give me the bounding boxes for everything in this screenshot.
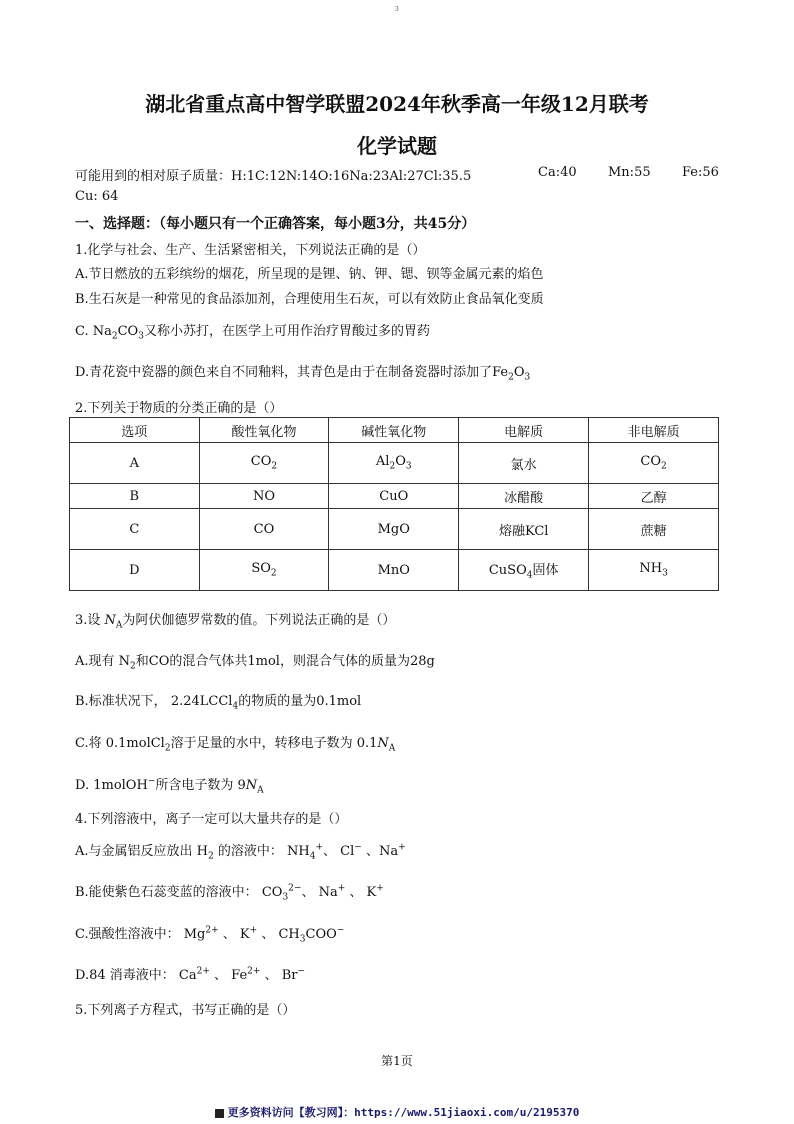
table-cell: CuO bbox=[329, 484, 459, 509]
q3-option-b: B.标准状况下， 2.24LCCl$_4$的物质的量为0.1mol bbox=[75, 694, 362, 712]
q3-option-a: A.现有 $N_2$和CO的混合气体共1mol，则混合气体的质量为28g bbox=[75, 654, 435, 672]
q4-option-a: A.与金属铝反应放出 $H_2$ 的溶液中： $NH_4^+$、 Cl− 、Na+ bbox=[75, 842, 406, 862]
q1-option-c: C. $Na_2CO_3$又称小苏打，在医学上可用作治疗胃酸过多的胃药 bbox=[75, 324, 430, 342]
subject-title: 化学试题 bbox=[357, 134, 437, 158]
table-cell: $SO_2$ bbox=[199, 550, 329, 591]
q4-option-b: B.能使紫色石蕊变蓝的溶液中： $CO_3^{2-}$、 Na+ 、 K+ bbox=[75, 883, 384, 903]
atomic-mass-mn: Mn:55 bbox=[608, 165, 651, 180]
page-number: 第1页 bbox=[381, 1054, 413, 1068]
flag-icon bbox=[215, 1109, 224, 1118]
table-row bbox=[70, 550, 719, 591]
table-header: 选项 bbox=[70, 418, 200, 443]
q4-option-d: D.84 消毒液中： $Ca^{2+}$ 、 $Fe^{2+}$ 、 Br− bbox=[75, 966, 306, 983]
table-cell: CO bbox=[199, 509, 329, 550]
table-cell: MgO bbox=[329, 509, 459, 550]
table-cell: C bbox=[70, 509, 200, 550]
section-heading: 一、选择题：（每小题只有一个正确答案，每小题3分，共45分） bbox=[75, 216, 476, 232]
table-cell: $NH_3$ bbox=[589, 550, 719, 591]
atomic-mass-fe: Fe:56 bbox=[682, 165, 719, 180]
table-header-row bbox=[70, 418, 719, 443]
table-cell: 熔融KCl bbox=[459, 509, 589, 550]
table-cell: 冰醋酸 bbox=[459, 484, 589, 509]
q1-option-b: B.生石灰是一种常见的食品添加剂，合理使用生石灰，可以有效防止食品氧化变质 bbox=[75, 292, 544, 307]
atomic-mass-cu: Cu: 64 bbox=[75, 189, 119, 204]
exam-title: 湖北省重点高中智学联盟2024年秋季高一年级12月联考 bbox=[145, 92, 649, 116]
q1-option-a: A.节日燃放的五彩缤纷的烟花，所呈现的是锂、钠、钾、锶、钡等金属元素的焰色 bbox=[75, 267, 544, 282]
table-cell: B bbox=[70, 484, 200, 509]
table-cell: MnO bbox=[329, 550, 459, 591]
table-cell: CuSO$_4$固体 bbox=[459, 550, 589, 591]
q3-option-c: C.将 0.1molCl$_2$溶于足量的水中，转移电子数为 $0.1N_A$ bbox=[75, 736, 396, 754]
table-cell: $CO_2$ bbox=[199, 443, 329, 484]
q3-option-d: D. 1molOH−所含电子数为 $9N_A$ bbox=[75, 776, 264, 796]
table-header: 非电解质 bbox=[589, 418, 719, 443]
q3-stem: 3.设 $N_A$为阿伏伽德罗常数的值。下列说法正确的是（） bbox=[75, 613, 396, 631]
table-row bbox=[70, 443, 719, 484]
q4-option-c: C.强酸性溶液中： $Mg^{2+}$ 、 K+ 、 $CH_3COO^-$ bbox=[75, 925, 345, 945]
table-cell: 蔗糖 bbox=[589, 509, 719, 550]
table-header: 电解质 bbox=[459, 418, 589, 443]
table-cell: D bbox=[70, 550, 200, 591]
table-cell: 乙醇 bbox=[589, 484, 719, 509]
page-mark: 3 bbox=[395, 6, 399, 13]
table-cell: $CO_2$ bbox=[589, 443, 719, 484]
q5-stem: 5.下列离子方程式，书写正确的是（） bbox=[75, 1003, 296, 1018]
table-cell: A bbox=[70, 443, 200, 484]
table-cell: 氯水 bbox=[459, 443, 589, 484]
table-cell: $Al_2O_3$ bbox=[329, 443, 459, 484]
q1-stem: 1.化学与社会、生产、生活紧密相关，下列说法正确的是（） bbox=[75, 243, 426, 258]
q4-stem: 4.下列溶液中，离子一定可以大量共存的是（） bbox=[75, 812, 348, 827]
atomic-mass-prefix: 可能用到的相对原子质量：H:1C:12N:14O:16Na:23Al:27Cl:35.5 bbox=[75, 169, 472, 184]
resource-banner[interactable]: 更多资料访问【教习网】：https://www.51jiaoxi.com/u/2195370 bbox=[0, 1104, 794, 1120]
table-row bbox=[70, 509, 719, 550]
atomic-mass-line bbox=[75, 165, 471, 184]
table-header: 碱性氧化物 bbox=[329, 418, 459, 443]
q2-stem: 2.下列关于物质的分类正确的是（） bbox=[75, 401, 283, 416]
table-cell: NO bbox=[199, 484, 329, 509]
atomic-mass-ca: Ca:40 bbox=[538, 165, 577, 180]
table-row bbox=[70, 484, 719, 509]
classification-table bbox=[69, 417, 719, 591]
table-header: 酸性氧化物 bbox=[199, 418, 329, 443]
q1-option-d: D.青花瓷中瓷器的颜色来自不同釉料，其青色是由于在制备瓷器时添加了$Fe_2O_3$ bbox=[75, 365, 531, 383]
